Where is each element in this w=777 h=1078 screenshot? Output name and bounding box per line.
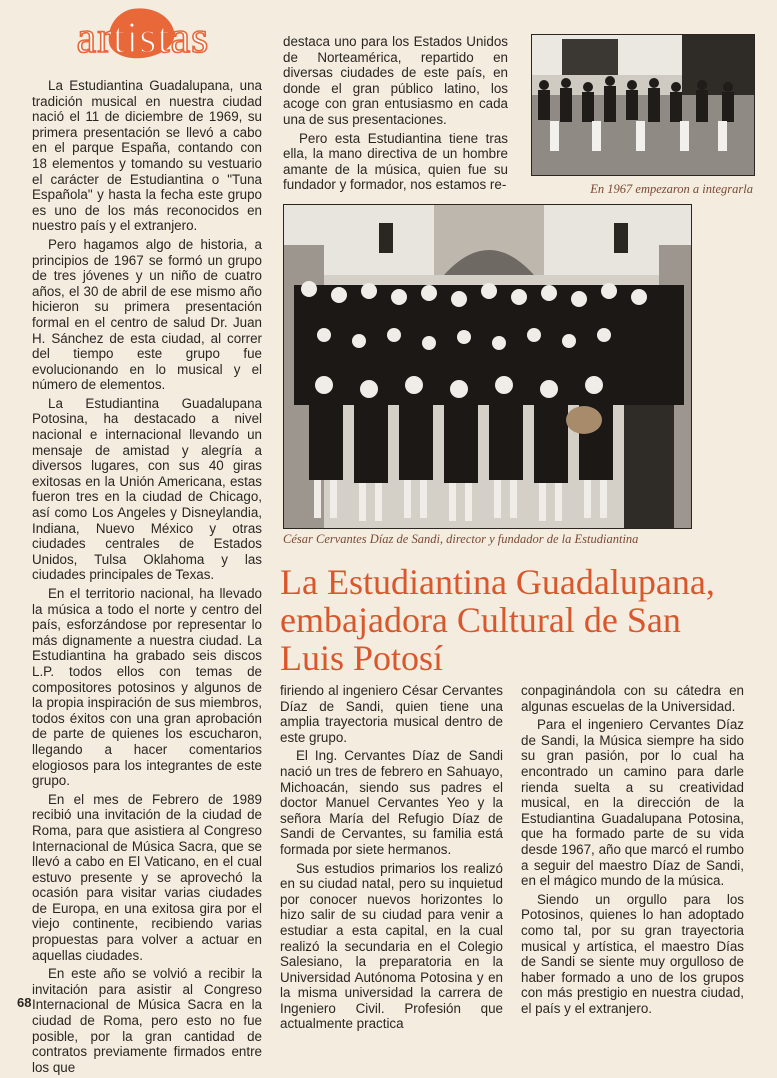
group-photo-1967-image [532,35,754,175]
column-2-top [283,34,508,196]
paragraph: La Estudiantina Guadalupana Potosina, ha destacado a nivel nacional e internacional llevando un mensaje de amistad y alegría a diversos lugares, con sus 40 giras exitosas en la Unión Americana, estas fueron tres en la ciudad de Chicago, así como Los Angeles y Disneylandia, Indiana, Nuevo México y otras ciudades centrales de Estados Unidos, Tulsa Oklahoma y las ciudades principales de Texas. [32,395,262,583]
page-number: 68 [17,995,32,1010]
paragraph: Pero hagamos algo de historia, a principios de 1967 se formó un grupo de tres jóvenes y un niño de cuatro años, el 30 de abril de ese mismo año hicieron su primera presentación formal en el centro de salud Dr. Juan H. Sánchez de esta ciudad, al correr del tiempo este grupo fue evolucionando en lo musical y el número de elementos. [32,236,262,393]
column-2-bottom [280,683,503,1035]
group-photo-1967 [531,34,755,176]
paragraph: Siendo un orgullo para los Potosinos, quienes lo han adoptado como tal, por su gran trayectoria musical y artística, el maestro Días de Sandi se siente muy orgulloso de haber formado a uno de los grupos con más prestigio en nuestra ciudad, el país y el extranjero. [521,891,744,1016]
paragraph: conpaginándola con su cátedra en algunas escuelas de la Universidad. [521,683,744,714]
paragraph: Sus estudios primarios los realizó en su ciudad natal, pero su inquietud por conocer nuevos horizontes lo hizo salir de su ciudad para venir a estudiar a esta capital, en la cual realizó la secundaria en el Colegio Salesiano, la preparatoria en la Universidad Autónoma Potosina y en la misma universidad la carrera de Ingeniero Civil. Profesión que actualmente practica [280,860,503,1032]
photo-caption-1967: En 1967 empezaron a integrarla [590,182,753,196]
paragraph: En el territorio nacional, ha llevado la música a todo el norte y centro del país, esforzándose por representar lo más dignamente a nuestra ciudad. La Estudiantina ha grabado seis discos L.P. todos ellos con temas de compositores potosinos y algunos de la propia inspiración de sus miembros, todos éxitos con una gran aprobación de parte de quienes los escucharon, llegando a hacer comentarios elogiosos para los integrantes de este grupo. [32,586,262,789]
paragraph: En este año se volvió a recibir la invitación para asistir al Congreso Internacional de Música Sacra en la ciudad de Roma, pero esto no fue posible, por la gran cantidad de contratos previamente firmados entre los que [32,966,262,1075]
photo-caption-director: César Cervantes Díaz de Sandi, director y fundador de la Estudiantina [283,532,639,546]
paragraph: Para el ingeniero Cervantes Díaz de Sandi, la Música siempre ha sido su gran pasión, por lo cual ha encontrado un camino para darle rienda suelta a su creatividad musical, en la dirección de la Estudiantina Guadalupana Potosina, que ha formado parte de su vida desde 1967, año que marcó el rumbo a seguir del maestro Díaz de Sandi, en el mágico mundo de la música. [521,717,744,889]
paragraph: El Ing. Cervantes Díaz de Sandi nació un tres de febrero en Sahuayo, Michoacán, siendo sus padres el doctor Manuel Cervantes Yeo y la señora María del Refugio Díaz de Sandi de Cervantes, su familia está formada por siete hermanos. [280,748,503,857]
paragraph: En el mes de Febrero de 1989 recibió una invitación de la ciudad de Roma, para que asistiera al Congreso Internacional de Música Sacra, que se llevó a cabo en El Vaticano, en el cual estuvo presente y se aprovechó la ocasión para visitar varias ciudades de Europa, en una exitosa gira por el viejo continente, recibiendo varias propuestas para volver a actuar en aquellas ciudades. [32,791,262,963]
paragraph: firiendo al ingeniero César Cervantes Díaz de Sandi, quien tiene una amplia trayectoria musical dentro de este grupo. [280,683,503,745]
paragraph: destaca uno para los Estados Unidos de Norteamérica, repartido en diversas ciudades de este país, en donde el gran público latino, los acoge con gran entusiasmo en cada una de sus presentaciones. [283,34,508,127]
column-3 [521,683,744,1019]
estudiantina-group-photo [283,204,692,529]
column-1 [32,78,262,1078]
paragraph: La Estudiantina Guadalupana, una tradición musical en nuestra ciudad nació el 11 de diciembre de 1969, su primera presentación se llevó a cabo en el parque España, contando con 18 elementos y tomando su vestuario el carácter de Estudiantina o "Tuna Española" y hasta la fecha este grupo es uno de los más reconocidos en nuestro país y el extranjero. [32,78,262,234]
paragraph: Pero esta Estudiantina tiene tras ella, la mano directiva de un hombre amante de la música, quien fue su fundador y formador, nos estamos re- [283,130,508,193]
article-headline: La Estudiantina Guadalupana, embajadora Cultural de San Luis Potosí [280,562,715,678]
estudiantina-group-photo-image [284,205,691,528]
section-label: artistas [76,13,210,62]
section-banner [30,8,260,66]
